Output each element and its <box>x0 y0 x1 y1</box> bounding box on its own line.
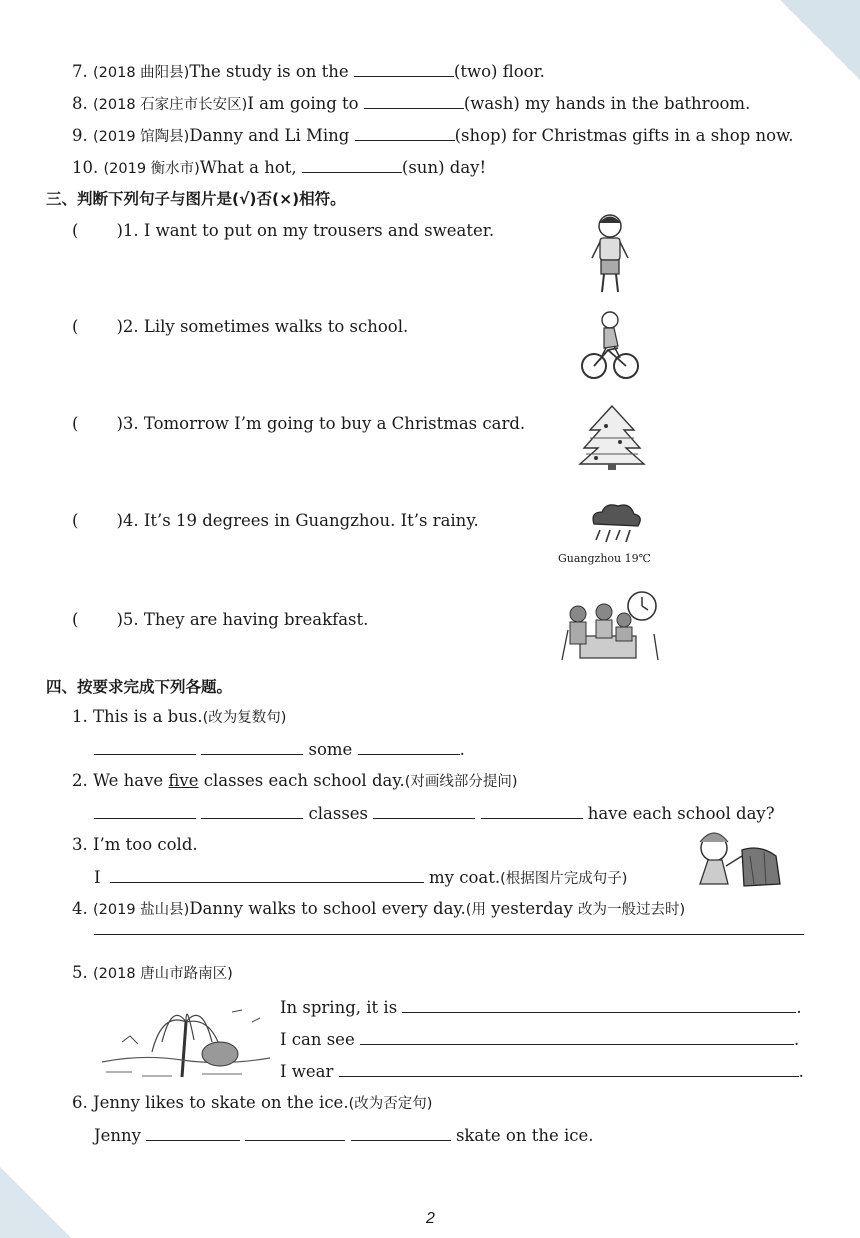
q1-answer-line: some . <box>94 738 465 761</box>
answer-blank[interactable] <box>94 738 196 755</box>
judge-bracket[interactable]: ( <box>72 610 79 629</box>
q3-answer-line: I my coat.(根据图片完成句子) <box>94 868 628 887</box>
answer-blank[interactable] <box>201 738 303 755</box>
judge-item-1: ( )1. I want to put on my trousers and sweater. <box>72 221 495 240</box>
spring-willow-scene-picture <box>102 992 270 1082</box>
q5-line-2: I can see . <box>280 1030 800 1049</box>
answer-blank[interactable] <box>354 60 454 77</box>
q2-answer-line: classes have each school day? <box>94 802 775 825</box>
q1-prompt: 1. This is a bus.(改为复数句) <box>72 707 287 726</box>
judge-item-3: ( )3. Tomorrow I’m going to buy a Christmas card. <box>72 414 526 433</box>
answer-blank[interactable] <box>201 802 303 819</box>
answer-blank[interactable] <box>355 124 455 141</box>
q5-line-1: In spring, it is . <box>280 998 802 1017</box>
q2-prompt: 2. We have five classes each school day.(对画线部分提问) <box>72 771 518 790</box>
answer-blank[interactable] <box>360 1028 794 1045</box>
boy-picture <box>588 212 632 296</box>
cold-boy-coat-picture <box>690 826 784 892</box>
judge-bracket[interactable]: ( <box>72 317 79 336</box>
q5-line-3: I wear . <box>280 1062 804 1081</box>
weather-caption: Guangzhou 19℃ <box>558 552 651 565</box>
judge-item-5: ( )5. They are having breakfast. <box>72 610 369 629</box>
judge-bracket[interactable]: ( <box>72 221 79 240</box>
answer-blank[interactable] <box>339 1060 799 1077</box>
judge-bracket[interactable]: ( <box>72 414 79 433</box>
answer-blank[interactable] <box>358 738 460 755</box>
q3-prompt: 3. I’m too cold. <box>72 835 198 854</box>
section-4-title: 四、按要求完成下列各题。 <box>46 678 233 696</box>
question-7: 7. (2018 曲阳县)The study is on the (two) floor. <box>72 62 545 81</box>
answer-blank[interactable] <box>364 92 464 109</box>
question-10: 10. (2019 衡水市)What a hot, (sun) day! <box>72 158 487 177</box>
question-9: 9. (2019 馆陶县)Danny and Li Ming (shop) for Christmas gifts in a shop now. <box>72 126 794 145</box>
page-corner-decoration <box>780 0 860 120</box>
judge-item-4: ( )4. It’s 19 degrees in Guangzhou. It’s rainy. <box>72 511 479 530</box>
judge-bracket[interactable]: ( <box>72 511 79 530</box>
answer-blank[interactable] <box>351 1124 451 1141</box>
family-breakfast-picture <box>558 590 662 664</box>
answer-blank[interactable] <box>110 866 424 883</box>
page-number: 2 <box>426 1210 435 1227</box>
q4-prompt: 4. (2019 盐山县)Danny walks to school every day.(用 yesterday 改为一般过去时) <box>72 899 686 918</box>
page-corner-decoration <box>0 1148 80 1238</box>
question-8: 8. (2018 石家庄市长安区)I am going to (wash) my hands in the bathroom. <box>72 94 751 113</box>
girl-riding-bike-picture <box>580 308 640 380</box>
rain-cloud-picture <box>584 500 644 546</box>
answer-blank[interactable] <box>302 156 402 173</box>
answer-blank[interactable] <box>146 1124 240 1141</box>
section-3-title: 三、判断下列句子与图片是(√)否(×)相符。 <box>46 190 346 208</box>
answer-blank[interactable] <box>94 802 196 819</box>
answer-blank[interactable] <box>373 802 475 819</box>
q6-prompt: 6. Jenny likes to skate on the ice.(改为否定句) <box>72 1093 433 1112</box>
q5-prompt: 5. (2018 唐山市路南区) <box>72 963 233 982</box>
answer-blank[interactable] <box>402 996 796 1013</box>
judge-item-2: ( )2. Lily sometimes walks to school. <box>72 317 409 336</box>
q6-answer-line: Jenny skate on the ice. <box>94 1126 594 1145</box>
answer-blank[interactable] <box>245 1124 345 1141</box>
q4-answer-line[interactable] <box>94 934 804 935</box>
christmas-tree-picture <box>576 402 648 472</box>
answer-blank[interactable] <box>481 802 583 819</box>
